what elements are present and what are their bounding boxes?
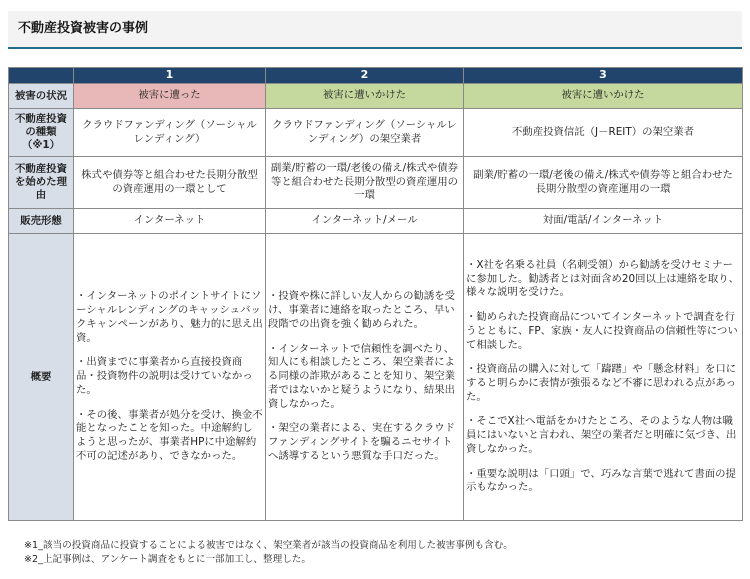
reason-cell-1: 株式や債券等と組合わせた長期分散型の資産運用の一環として: [74, 157, 266, 209]
table-row-status: [9, 84, 743, 109]
channel-cell-1: インターネット: [74, 209, 266, 234]
summary-3-item: ・そこでX社へ電話をかけたところ、そのような人物は職員にはいないと言われ、架空の業者だと明確に気づき、出資しなかった。: [466, 415, 737, 455]
column-header-3: 3: [464, 68, 743, 84]
row-label-summary: 概要: [9, 234, 74, 521]
summary-2-item: ・架空の業者による、実在するクラウドファンディングサイトを騙るニセサイトへ誘導するという悪質な手口だった。: [268, 422, 456, 462]
page-title: 不動産投資被害の事例: [18, 21, 149, 36]
case-table: [8, 67, 743, 521]
table-header-row: [9, 68, 743, 84]
summary-2-item: ・インターネットで信頼性を調べたり、知人にも相談したところ、架空業者による同様の詐欺があることを知り、架空業者ではないかと疑うようになり、結果出資しなかった。: [268, 342, 456, 410]
page-title-bar: [8, 11, 742, 49]
summary-3-item: ・勧められた投資商品についてインターネットで調査を行うとともに、FP、家族・友人に投資商品の信頼性等について相談した。: [466, 311, 738, 351]
kind-cell-2: クラウドファンディング（ソーシャルレンディング）の架空業者: [266, 109, 464, 157]
table-row-kind: [9, 109, 743, 157]
footnote-1: ※1_該当の投資商品に投資することによる被害ではなく、架空業者が該当の投資商品を利用した被害事例も含む。: [24, 540, 513, 551]
reason-cell-2: 副業/貯蓄の一環/老後の備え/株式や債券等と組合わせた長期分散型の資産運用の一環: [266, 157, 464, 209]
row-label-channel: 販売形態: [9, 209, 74, 234]
status-cell-3: 被害に遭いかけた: [464, 84, 743, 109]
footnotes: [24, 539, 724, 566]
summary-cell-2: [266, 234, 464, 521]
summary-2-item: ・投資や株に詳しい友人からの勧誘を受け、事業者に連絡を取ったところ、早い段階での出資を強く勧められた。: [268, 290, 456, 330]
summary-cell-1: [74, 234, 266, 521]
status-cell-1: 被害に遭った: [74, 84, 266, 109]
row-label-kind: 不動産投資の種類（※1）: [9, 109, 74, 157]
summary-3-item: ・X社を名乗る社員（名刺受領）から勧誘を受けセミナーに参加した。勧誘者とは対面含め20回以上は連絡を取り、様々な説明を受けた。: [466, 258, 739, 299]
summary-1-item: ・その後、事業者が処分を受け、換金不能となったことを知った。中途解約しようと思ったが、事業者HPに中途解約不可の記述があり、できなかった。: [76, 408, 263, 462]
summary-cell-3: [464, 234, 743, 521]
table-row-reason: [9, 157, 743, 209]
status-cell-2: 被害に遭いかけた: [266, 84, 464, 109]
table-row-channel: [9, 209, 743, 234]
kind-cell-1: クラウドファンディング（ソーシャルレンディング）: [74, 109, 266, 157]
summary-1-item: ・出資までに事業者から直接投資商品・投資物件の説明は受けていなかった。: [76, 356, 253, 396]
summary-3-item: ・重要な説明は「口頭」で、巧みな言葉で逃れて書面の提示もなかった。: [466, 467, 736, 494]
row-label-status: 被害の状況: [9, 84, 74, 109]
column-header-2: 2: [266, 68, 464, 84]
summary-1-item: ・インターネットのポイントサイトにソーシャルレンディングのキャッシュバックキャンペーンがあり、魅力的に思え出資。: [76, 290, 263, 344]
channel-cell-2: インターネット/メール: [266, 209, 464, 234]
row-label-reason: 不動産投資を始めた理由: [9, 157, 74, 209]
summary-3-item: ・投資商品の購入に対して「躊躇」や「懸念材料」を口にすると明らかに表情が強張るなど不審に思われる点があった。: [466, 363, 737, 403]
footnote-2: ※2_上記事例は、アンケート調査をもとに一部加工し、整理した。: [24, 553, 311, 565]
column-header-1: 1: [74, 68, 266, 84]
table-row-summary: [9, 234, 743, 521]
table-header-corner: [9, 68, 74, 84]
kind-cell-3: 不動産投資信託（J－REIT）の架空業者: [464, 109, 743, 157]
channel-cell-3: 対面/電話/インターネット: [464, 209, 743, 234]
reason-cell-3: 副業/貯蓄の一環/老後の備え/株式や債券等と組合わせた長期分散型の資産運用の一環: [464, 157, 743, 209]
